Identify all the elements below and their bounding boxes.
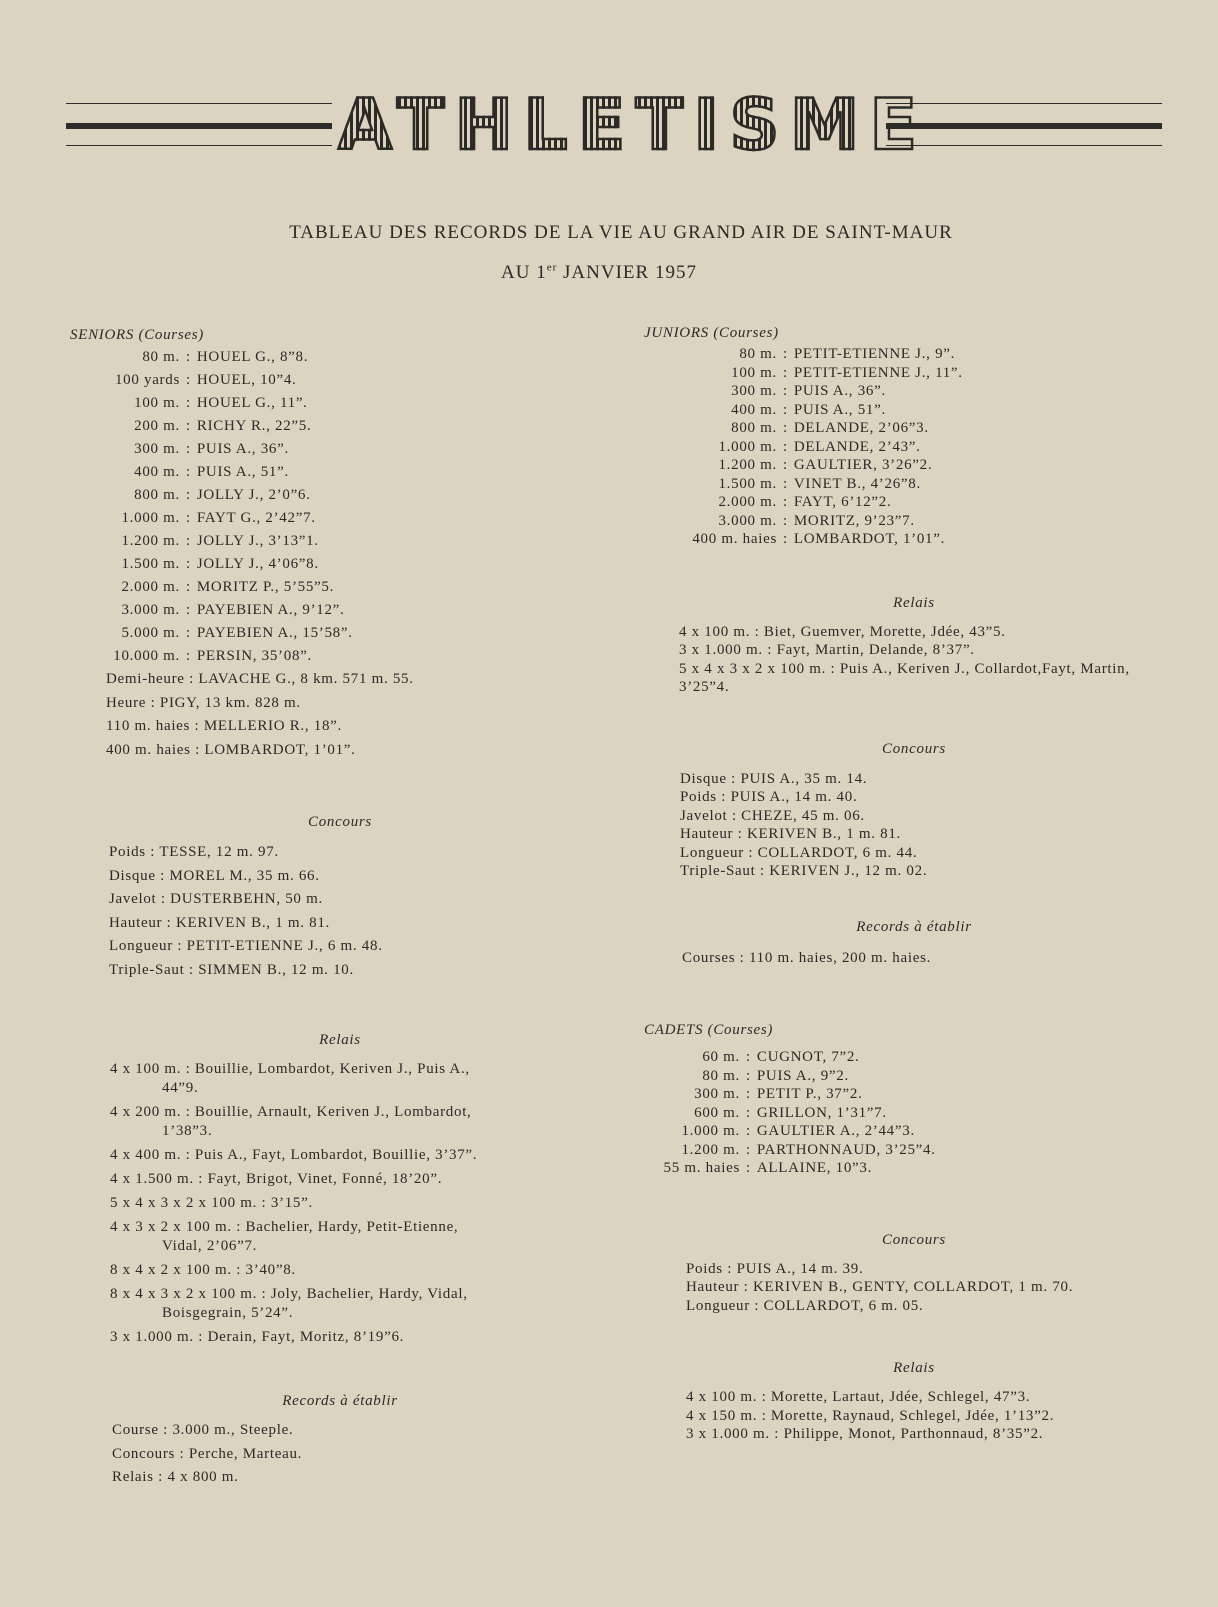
relay-line: 4 x 1.500 m. : Fayt, Brigot, Vinet, Fonné, 18’20”. [110, 1171, 443, 1187]
relay-line-continued: Fayt, Martin, 3’25”4. [679, 660, 1130, 695]
separator: : [783, 383, 788, 399]
record-value: MORITZ P., 5’55”5. [196, 579, 335, 595]
separator: : [186, 372, 191, 388]
relay-line: 8 x 4 x 3 x 2 x 100 m. : Joly, Bachelier, Hardy, Vidal, [110, 1286, 468, 1302]
record-line: Hauteur : KERIVEN B., 1 m. 81. [680, 826, 901, 842]
event-label: 80 m. [739, 346, 777, 362]
seniors-relais-heading: Relais [319, 1032, 361, 1048]
record-value: JOLLY J., 2’0”6. [196, 487, 311, 503]
juniors-heading: JUNIORS (Courses) [644, 325, 779, 341]
event-label: 5.000 m. [121, 625, 180, 641]
record-value: RICHY R., 22”5. [196, 418, 312, 434]
record-line: Poids : TESSE, 12 m. 97. [109, 844, 279, 860]
relay-entry [110, 1285, 582, 1323]
record-value: HOUEL G., 11”. [196, 395, 308, 411]
separator: : [746, 1123, 751, 1139]
record-value: MORITZ, 9’23”7. [793, 512, 915, 529]
separator: : [186, 395, 191, 411]
record-line: Javelot : CHEZE, 45 m. 06. [680, 807, 865, 824]
event-label: 200 m. [134, 418, 180, 434]
record-value: FAYT G., 2’42”7. [196, 510, 316, 526]
record-value: PUIS A., 36”. [793, 383, 886, 399]
record-value: PUIS A., 51”. [196, 464, 289, 480]
record-line: Triple-Saut : KERIVEN J., 12 m. 02. [680, 863, 928, 879]
record-row [644, 401, 1184, 420]
event-label: 400 m. haies [692, 531, 777, 547]
separator: : [186, 510, 191, 526]
record-line: Hauteur : KERIVEN B., 1 m. 81. [109, 914, 330, 931]
record-row [644, 530, 1184, 549]
record-line: Demi-heure : LAVACHE G., 8 km. 571 m. 55. [106, 671, 414, 687]
event-label: 1.000 m. [121, 510, 180, 526]
relay-entry [110, 1261, 582, 1280]
record-line: 400 m. haies : LOMBARDOT, 1’01”. [106, 741, 356, 758]
seniors-courses-extra [70, 668, 610, 762]
record-value: PAYEBIEN A., 9’12”. [196, 602, 345, 618]
record-row [644, 493, 1184, 512]
separator: : [746, 1160, 751, 1176]
record-row [70, 576, 610, 599]
event-label: 400 m. [731, 401, 777, 418]
record-value: ALLAINE, 10”3. [756, 1160, 873, 1176]
record-row [70, 438, 610, 461]
event-label: 100 m. [731, 364, 777, 381]
record-row [70, 553, 610, 576]
record-row [70, 346, 610, 369]
record-value: FAYT, 6’12”2. [793, 494, 892, 510]
event-label: 55 m. haies [663, 1160, 740, 1176]
event-label: 1.200 m. [718, 457, 777, 473]
record-value: GRILLON, 1’31”7. [756, 1104, 887, 1121]
record-row [70, 622, 610, 645]
cadets-heading: CADETS (Courses) [644, 1022, 774, 1038]
event-label: 3.000 m. [718, 512, 777, 529]
relay-line: 5 x 4 x 3 x 2 x 100 m. : Puis A., Keriven J., Collardot, [679, 660, 1042, 677]
seniors-records-heading: Records à établir [282, 1393, 398, 1409]
record-value: HOUEL, 10”4. [196, 372, 297, 388]
seniors-courses-list [70, 346, 610, 668]
relay-entry [679, 623, 1149, 642]
record-row [70, 530, 610, 553]
record-row [644, 419, 1184, 438]
event-label: 800 m. [134, 487, 180, 503]
separator: : [783, 494, 788, 510]
record-value: PAYEBIEN A., 15’58”. [196, 625, 353, 641]
relay-entry [110, 1103, 582, 1141]
record-value: GAULTIER, 3’26”2. [793, 457, 933, 473]
record-line: Heure : PIGY, 13 km. 828 m. [106, 694, 301, 711]
record-row [70, 645, 610, 668]
relay-line-continued: Boisgegrain, 5’24”. [162, 1305, 294, 1321]
record-row [644, 1122, 1184, 1141]
event-label: 80 m. [142, 349, 180, 365]
subtitle-date-suffix: JANVIER 1957 [563, 262, 697, 283]
event-label: 2.000 m. [121, 579, 180, 595]
record-row [70, 415, 610, 438]
record-row [70, 461, 610, 484]
record-value: VINET B., 4’26”8. [793, 475, 921, 492]
record-value: PETIT-ETIENNE J., 11”. [793, 364, 963, 381]
record-line: Disque : PUIS A., 35 m. 14. [680, 770, 868, 787]
event-label: 300 m. [694, 1086, 740, 1102]
separator: : [186, 464, 191, 480]
separator: : [186, 418, 191, 434]
record-value: DELANDE, 2’06”3. [793, 420, 929, 436]
separator: : [783, 364, 788, 381]
header [66, 85, 1162, 165]
record-value: GAULTIER A., 2’44”3. [756, 1123, 915, 1139]
event-label: 100 yards [114, 372, 180, 388]
separator: : [746, 1086, 751, 1102]
record-row [644, 475, 1184, 494]
event-label: 1.200 m. [681, 1141, 740, 1158]
event-label: 600 m. [694, 1104, 740, 1121]
relay-line: 4 x 100 m. : Biet, Guemver, Morette, Jdée, 43”5. [679, 623, 1006, 640]
relay-line: 4 x 100 m. : Bouillie, Lombardot, Keriven J., Puis A., [110, 1061, 470, 1077]
relay-line: 3 x 1.000 m. : Derain, Fayt, Moritz, 8’19”6. [110, 1329, 405, 1345]
seniors-column [70, 325, 610, 1490]
relay-entry [679, 641, 1149, 660]
record-row [644, 1159, 1184, 1178]
event-label: 300 m. [731, 383, 777, 399]
record-line: Hauteur : KERIVEN B., GENTY, COLLARDOT, 1 m. 70. [686, 1279, 1074, 1295]
subtitle-date-sup: er [546, 261, 558, 274]
separator: : [186, 579, 191, 595]
event-label: 300 m. [134, 441, 180, 457]
event-label: 100 m. [134, 395, 180, 411]
seniors-concours-list [70, 841, 610, 982]
page-title: ATHLETISME [338, 84, 928, 166]
record-value: JOLLY J., 3’13”1. [196, 533, 319, 549]
relay-entry [110, 1218, 582, 1256]
relay-line-continued: 1’38”3. [162, 1123, 213, 1139]
separator: : [783, 475, 788, 492]
separator: : [186, 487, 191, 503]
record-row [644, 1141, 1184, 1160]
event-label: 80 m. [702, 1067, 740, 1084]
record-row [70, 507, 610, 530]
separator: : [783, 420, 788, 436]
cadets-relais-heading: Relais [893, 1360, 935, 1376]
event-label: 60 m. [702, 1049, 740, 1065]
separator: : [186, 533, 191, 549]
separator: : [186, 349, 191, 365]
decorative-rule-left [66, 103, 332, 153]
record-line: 4 x 150 m. : Morette, Raynaud, Schlegel, Jdée, 1’13”2. [686, 1407, 1055, 1424]
separator: : [746, 1141, 751, 1158]
record-line: 3 x 1.000 m. : Philippe, Monot, Parthonnaud, 8’35”2. [686, 1426, 1044, 1442]
record-line: Triple-Saut : SIMMEN B., 12 m. 10. [109, 961, 354, 978]
relay-entry [110, 1146, 582, 1165]
record-row [644, 456, 1184, 475]
cadets-concours-heading: Concours [882, 1231, 946, 1248]
record-line: Courses : 110 m. haies, 200 m. haies. [682, 949, 932, 966]
subtitle-date-prefix: AU 1 [501, 262, 547, 283]
record-value: PUIS A., 51”. [793, 401, 886, 418]
separator: : [783, 438, 788, 455]
relay-line: 4 x 3 x 2 x 100 m. : Bachelier, Hardy, Petit-Etienne, [110, 1219, 459, 1235]
record-line: Concours : Perche, Marteau. [112, 1445, 303, 1462]
record-row [644, 512, 1184, 531]
event-label: 800 m. [731, 420, 777, 436]
record-value: CUGNOT, 7”2. [756, 1049, 860, 1065]
juniors-relais-list [644, 623, 1184, 697]
record-value: HOUEL G., 8”8. [196, 349, 309, 365]
juniors-records-list [644, 947, 1184, 971]
record-row [70, 392, 610, 415]
relay-entry [110, 1328, 582, 1347]
record-value: PETIT-ETIENNE J., 9”. [793, 346, 956, 362]
relay-entry [679, 660, 1149, 697]
juniors-cadets-column [644, 323, 1184, 1444]
record-row [644, 1048, 1184, 1067]
record-line: Longueur : COLLARDOT, 6 m. 44. [680, 844, 918, 861]
cadets-courses-list [644, 1048, 1184, 1178]
separator: : [783, 512, 788, 529]
subtitle-line-2 [0, 262, 1208, 284]
relay-line: 8 x 4 x 2 x 100 m. : 3’40”8. [110, 1262, 296, 1278]
relay-entry [110, 1060, 582, 1098]
event-label: 3.000 m. [121, 602, 180, 618]
record-row [644, 438, 1184, 457]
record-row [70, 484, 610, 507]
decorative-rule-right [886, 103, 1162, 153]
record-value: DELANDE, 2’43”. [793, 438, 921, 455]
separator: : [783, 401, 788, 418]
relay-line: 4 x 400 m. : Puis A., Fayt, Lombardot, Bouillie, 3’37”. [110, 1147, 478, 1163]
event-label: 1.000 m. [681, 1123, 740, 1139]
record-line: Poids : PUIS A., 14 m. 39. [686, 1260, 864, 1277]
record-line: 4 x 100 m. : Morette, Lartaut, Jdée, Schlegel, 47”3. [686, 1389, 1031, 1405]
relay-line-continued: Vidal, 2’06”7. [162, 1238, 258, 1254]
subtitle-line-1: TABLEAU DES RECORDS DE LA VIE AU GRAND AIR DE SAINT-MAUR [289, 222, 953, 243]
relay-line: 4 x 200 m. : Bouillie, Arnault, Keriven J., Lombardot, [110, 1104, 472, 1120]
separator: : [783, 531, 788, 547]
record-value: PUIS A., 9”2. [756, 1067, 849, 1084]
record-row [644, 1104, 1184, 1123]
separator: : [186, 556, 191, 572]
juniors-relais-heading: Relais [893, 594, 935, 611]
record-row [644, 382, 1184, 401]
record-row [644, 1085, 1184, 1104]
seniors-records-list [70, 1419, 610, 1490]
record-value: JOLLY J., 4’06”8. [196, 556, 319, 572]
record-line: Longueur : PETIT-ETIENNE J., 6 m. 48. [109, 938, 383, 954]
record-value: PERSIN, 35’08”. [196, 648, 312, 664]
cadets-concours-list [644, 1260, 1184, 1316]
event-label: 10.000 m. [113, 648, 180, 664]
seniors-concours-heading: Concours [308, 814, 372, 830]
record-line: Disque : MOREL M., 35 m. 66. [109, 867, 320, 884]
record-value: PETIT P., 37”2. [756, 1086, 863, 1102]
juniors-courses-list [644, 345, 1184, 549]
separator: : [186, 602, 191, 618]
record-line: Course : 3.000 m., Steeple. [112, 1422, 294, 1438]
separator: : [186, 625, 191, 641]
record-value: PUIS A., 36”. [196, 441, 289, 457]
juniors-concours-heading: Concours [882, 740, 946, 757]
relay-entry [110, 1194, 582, 1213]
separator: : [783, 457, 788, 473]
relay-line: 3 x 1.000 m. : Fayt, Martin, Delande, 8’37”. [679, 642, 975, 658]
event-label: 1.000 m. [718, 438, 777, 455]
cadets-relais-list [644, 1388, 1184, 1444]
record-row [644, 1067, 1184, 1086]
record-row [644, 345, 1184, 364]
separator: : [746, 1067, 751, 1084]
separator: : [746, 1104, 751, 1121]
record-row [70, 599, 610, 622]
record-line: Javelot : DUSTERBEHN, 50 m. [109, 891, 323, 907]
event-label: 1.500 m. [718, 475, 777, 492]
relay-line: 5 x 4 x 3 x 2 x 100 m. : 3’15”. [110, 1195, 313, 1211]
separator: : [746, 1049, 751, 1065]
relay-entry [110, 1170, 582, 1189]
record-row [644, 364, 1184, 383]
separator: : [783, 346, 788, 362]
record-value: PARTHONNAUD, 3’25”4. [756, 1141, 936, 1158]
record-value: LOMBARDOT, 1’01”. [793, 531, 946, 547]
event-label: 1.500 m. [121, 556, 180, 572]
record-line: Poids : PUIS A., 14 m. 40. [680, 789, 858, 805]
event-label: 2.000 m. [718, 494, 777, 510]
separator: : [186, 648, 191, 664]
record-line: Relais : 4 x 800 m. [112, 1469, 239, 1485]
record-line: 110 m. haies : MELLERIO R., 18”. [106, 718, 342, 734]
event-label: 400 m. [134, 464, 180, 480]
juniors-records-heading: Records à établir [856, 918, 972, 935]
event-label: 1.200 m. [121, 533, 180, 549]
record-line: Longueur : COLLARDOT, 6 m. 05. [686, 1297, 924, 1314]
record-row [70, 369, 610, 392]
juniors-concours-list [644, 770, 1184, 881]
seniors-heading: SENIORS (Courses) [70, 327, 204, 343]
separator: : [186, 441, 191, 457]
relay-line-continued: 44”9. [162, 1080, 199, 1096]
seniors-relais-list [70, 1060, 610, 1347]
